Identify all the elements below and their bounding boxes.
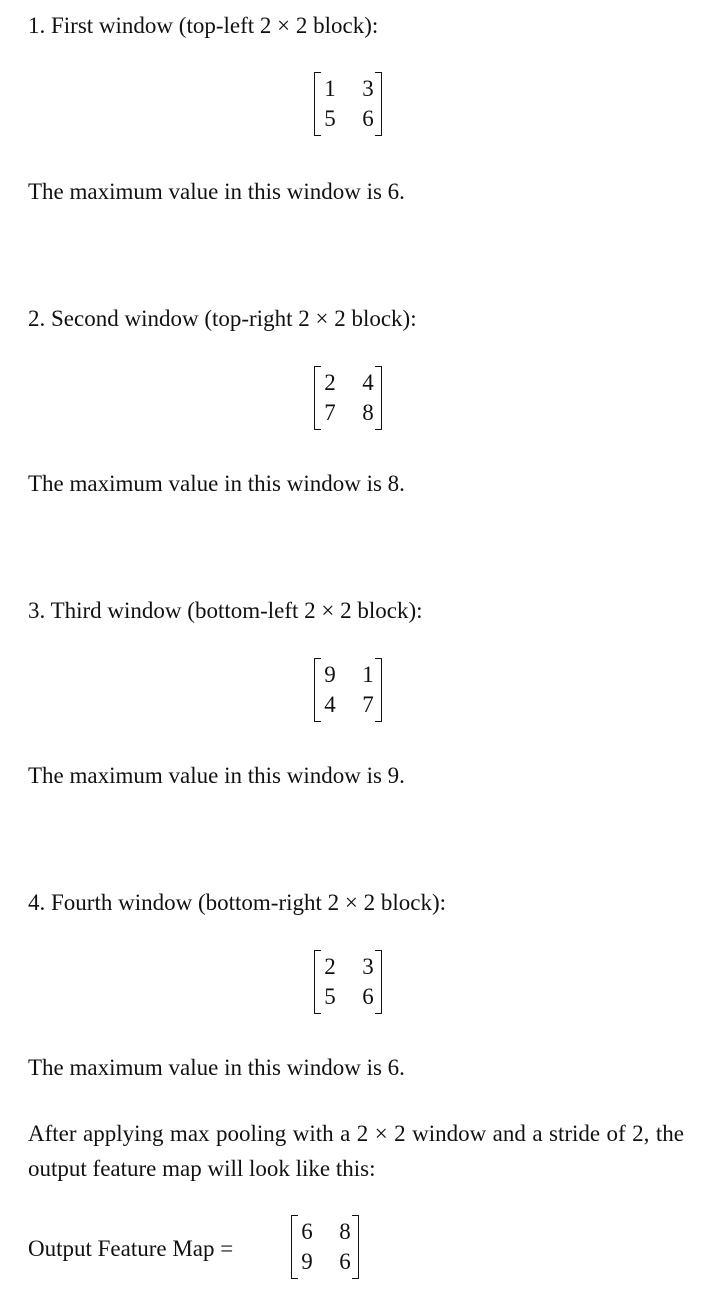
matrix-cell: 8: [362, 400, 374, 425]
window-2-conclusion: The maximum value in this window is 8.: [28, 471, 405, 496]
matrix-cell: 1: [324, 76, 336, 101]
window-4-matrix: [314, 950, 382, 1016]
matrix-cell: 6: [339, 1249, 351, 1274]
window-4-conclusion: The maximum value in this window is 6.: [28, 1055, 405, 1080]
window-2-matrix: [314, 366, 382, 432]
output-feature-map-matrix: [291, 1215, 359, 1281]
window-2-heading: 2. Second window (top-right 2 × 2 block):: [28, 306, 417, 331]
matrix-cell: 6: [362, 984, 374, 1009]
matrix-cell: 2: [324, 954, 336, 979]
window-3-matrix: [314, 658, 382, 724]
matrix-cell: 7: [324, 400, 336, 425]
matrix-cell: 3: [362, 76, 374, 101]
matrix-cell: 9: [324, 662, 336, 687]
window-3-heading: 3. Third window (bottom-left 2 × 2 block):: [28, 598, 423, 623]
matrix-cell: 5: [324, 106, 336, 131]
matrix-cell: 1: [362, 662, 374, 687]
right-bracket: [375, 72, 382, 136]
matrix-cell: 9: [301, 1249, 313, 1274]
window-3-conclusion: The maximum value in this window is 9.: [28, 763, 405, 788]
matrix-cell: 6: [362, 106, 374, 131]
matrix-cell: 8: [339, 1219, 351, 1244]
matrix-cell: 4: [362, 370, 374, 395]
right-bracket: [375, 658, 382, 722]
matrix-cell: 6: [301, 1219, 313, 1244]
matrix-cell: 3: [362, 954, 374, 979]
right-bracket: [375, 366, 382, 430]
matrix-cell: 5: [324, 984, 336, 1009]
window-1-heading: 1. First window (top-left 2 × 2 block):: [28, 13, 379, 38]
window-4-heading: 4. Fourth window (bottom-right 2 × 2 block):: [28, 890, 446, 915]
window-1-matrix: [314, 72, 382, 138]
right-bracket: [352, 1215, 359, 1279]
right-bracket: [375, 950, 382, 1014]
matrix-cell: 2: [324, 370, 336, 395]
window-1-conclusion: The maximum value in this window is 6.: [28, 179, 405, 204]
matrix-cell: 7: [362, 692, 374, 717]
matrix-cell: 4: [324, 692, 336, 717]
summary-paragraph: After applying max pooling with a 2 × 2 window and a stride of 2, the output feature map will look like this:: [28, 1121, 684, 1181]
output-feature-map-label: Output Feature Map =: [28, 1236, 234, 1261]
